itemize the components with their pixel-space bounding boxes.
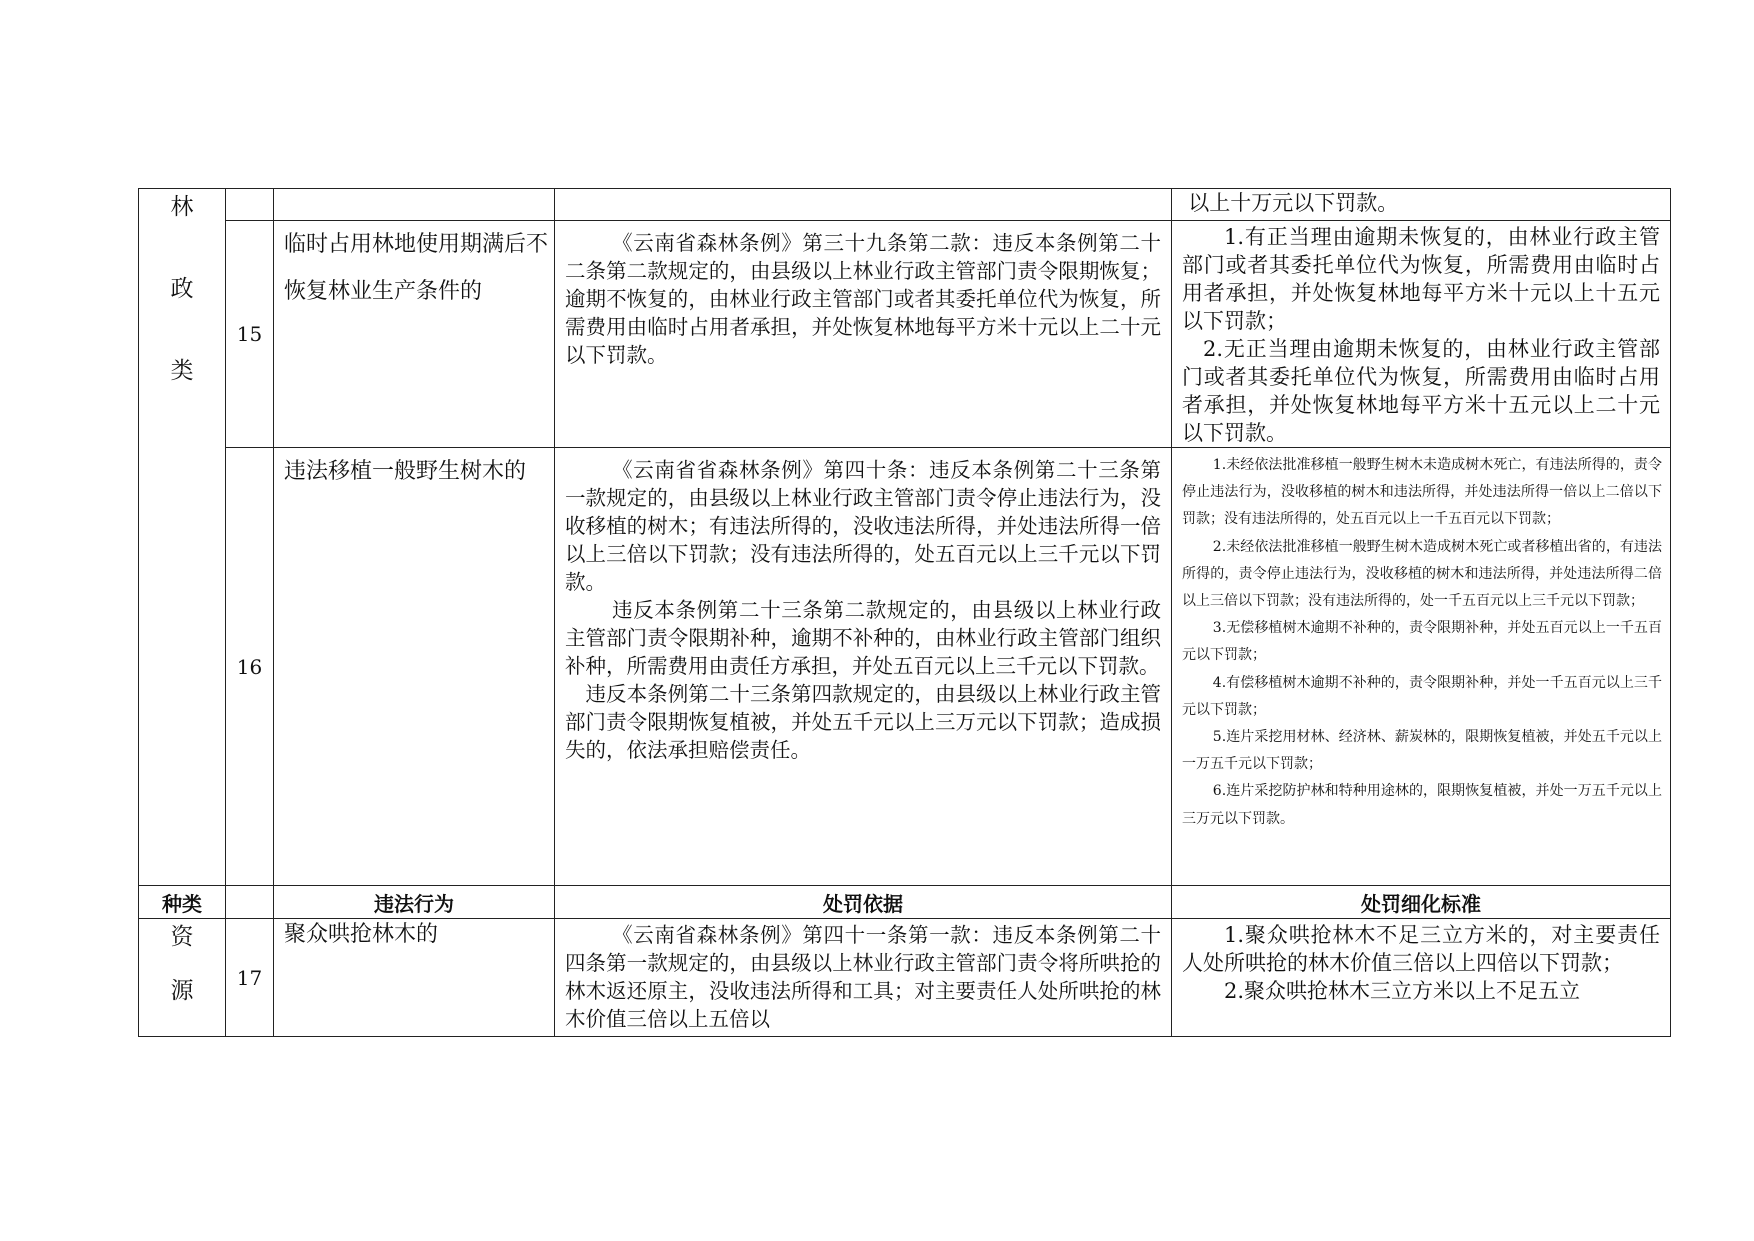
category-cell: [139, 189, 226, 886]
standard-paragraph: 2.聚众哄抢林木三立方米以上不足五立: [1224, 979, 1581, 1003]
header-penalty-standard: 处罚细化标准: [1172, 886, 1671, 919]
violation-act: 临时占用林地使用期满后不恢复林业生产条件的: [274, 221, 555, 448]
standard-paragraph: 1.有正当理由逾期未恢复的，由林业行政主管部门或者其委托单位代为恢复，所需费用由临时占用者承担，并处恢复林地每平方米十元以上十五元以下罚款；: [1182, 225, 1660, 333]
table-header-row: [139, 886, 1671, 919]
header-violation-act: 违法行为: [274, 886, 555, 919]
basis-paragraph: 违反本条例第二十三条第二款规定的，由县级以上林业行政主管部门责令限期补种，逾期不补种的，由林业行政主管部门组织补种，所需费用由责任方承担，并处五百元以上三千元以下罚款。: [565, 598, 1161, 678]
standard-paragraph: 5.连片采挖用材林、经济林、薪炭林的，限期恢复植被，并处五千元以上一万五千元以下罚款；: [1182, 729, 1662, 773]
row-number: 15: [226, 221, 274, 448]
standard-paragraph: 1.聚众哄抢林木不足三立方米的，对主要责任人处所哄抢的林木价值三倍以上四倍以下罚款；: [1182, 923, 1660, 975]
penalty-basis: [555, 919, 1172, 1037]
basis-paragraph: 《云南省森林条例》第三十九条第二款：违反本条例第二十二条第二款规定的，由县级以上林业行政主管部门责令限期恢复；逾期不恢复的，由林业行政主管部门或者其委托单位代为恢复，所需费用由临时占用者承担，并处恢复林地每平方米十元以上二十元以下罚款。: [565, 231, 1161, 367]
penalty-basis: [555, 448, 1172, 886]
standard-paragraph: 2.无正当理由逾期未恢复的，由林业行政主管部门或者其委托单位代为恢复，所需费用由临时占用者承担，并处恢复林地每平方米十五元以上二十元以下罚款。: [1182, 337, 1660, 445]
header-number: [226, 886, 274, 919]
category-char: 政: [170, 276, 194, 302]
category-char: 源: [170, 978, 194, 1004]
category-char: 类: [170, 358, 194, 384]
penalty-standard: [1172, 919, 1671, 1037]
violation-act: 聚众哄抢林木的: [274, 919, 555, 1037]
header-penalty-basis: 处罚依据: [555, 886, 1172, 919]
basis-paragraph: 《云南省森林条例》第四十一条第一款：违反本条例第二十四条第一款规定的，由县级以上林业行政主管部门责令将所哄抢的林木返还原主，没收违法所得和工具；对主要责任人处所哄抢的林木价值三倍以上五倍以: [565, 923, 1161, 1031]
category-char: 资: [170, 924, 194, 950]
table-row: [139, 919, 1671, 1037]
penalty-basis: [555, 189, 1172, 221]
row-number: [226, 189, 274, 221]
table-row: [139, 221, 1671, 448]
penalty-standard: [1172, 448, 1671, 886]
violation-act: [274, 189, 555, 221]
penalty-standard: [1172, 189, 1671, 221]
row-number: 17: [226, 919, 274, 1037]
category-char: 林: [170, 194, 194, 220]
table-row: [139, 448, 1671, 886]
basis-paragraph: 《云南省省森林条例》第四十条：违反本条例第二十三条第一款规定的，由县级以上林业行政主管部门责令停止违法行为，没收移植的树木；有违法所得的，没收违法所得，并处违法所得一倍以上三倍以下罚款；没有违法所得的，处五百元以上三千元以下罚款。: [565, 458, 1161, 594]
standard-paragraph: 4.有偿移植树木逾期不补种的，责令限期补种，并处一千五百元以上三千元以下罚款；: [1182, 674, 1662, 718]
penalty-standards-table: [138, 188, 1671, 1037]
penalty-standard: [1172, 221, 1671, 448]
standard-paragraph: 6.连片采挖防护林和特种用途林的，限期恢复植被，并处一万五千元以上三万元以下罚款。: [1182, 783, 1662, 827]
row-number: 16: [226, 448, 274, 886]
table-row: [139, 189, 1671, 221]
penalty-basis: [555, 221, 1172, 448]
standard-paragraph: 1.未经依法批准移植一般野生树木未造成树木死亡，有违法所得的，责令停止违法行为，没收移植的树木和违法所得，并处违法所得一倍以上二倍以下罚款；没有违法所得的，处五百元以上一千五百元以下罚款；: [1182, 457, 1662, 528]
category-cell: [139, 919, 226, 1037]
violation-act: 违法移植一般野生树木的: [274, 448, 555, 886]
standard-paragraph: 以上十万元以下罚款。: [1188, 191, 1399, 215]
standard-paragraph: 2.未经依法批准移植一般野生树木造成树木死亡或者移植出省的，有违法所得的，责令停止违法行为，没收移植的树木和违法所得，并处违法所得二倍以上三倍以下罚款；没有违法所得的，处一千五百元以上三千元以下罚款；: [1182, 538, 1662, 610]
standard-paragraph: 3.无偿移植树木逾期不补种的，责令限期补种，并处五百元以上一千五百元以下罚款；: [1182, 620, 1662, 664]
header-category: 种类: [139, 886, 226, 919]
basis-paragraph: 违反本条例第二十三条第四款规定的，由县级以上林业行政主管部门责令限期恢复植被，并处五千元以上三万元以下罚款；造成损失的，依法承担赔偿责任。: [565, 682, 1161, 762]
